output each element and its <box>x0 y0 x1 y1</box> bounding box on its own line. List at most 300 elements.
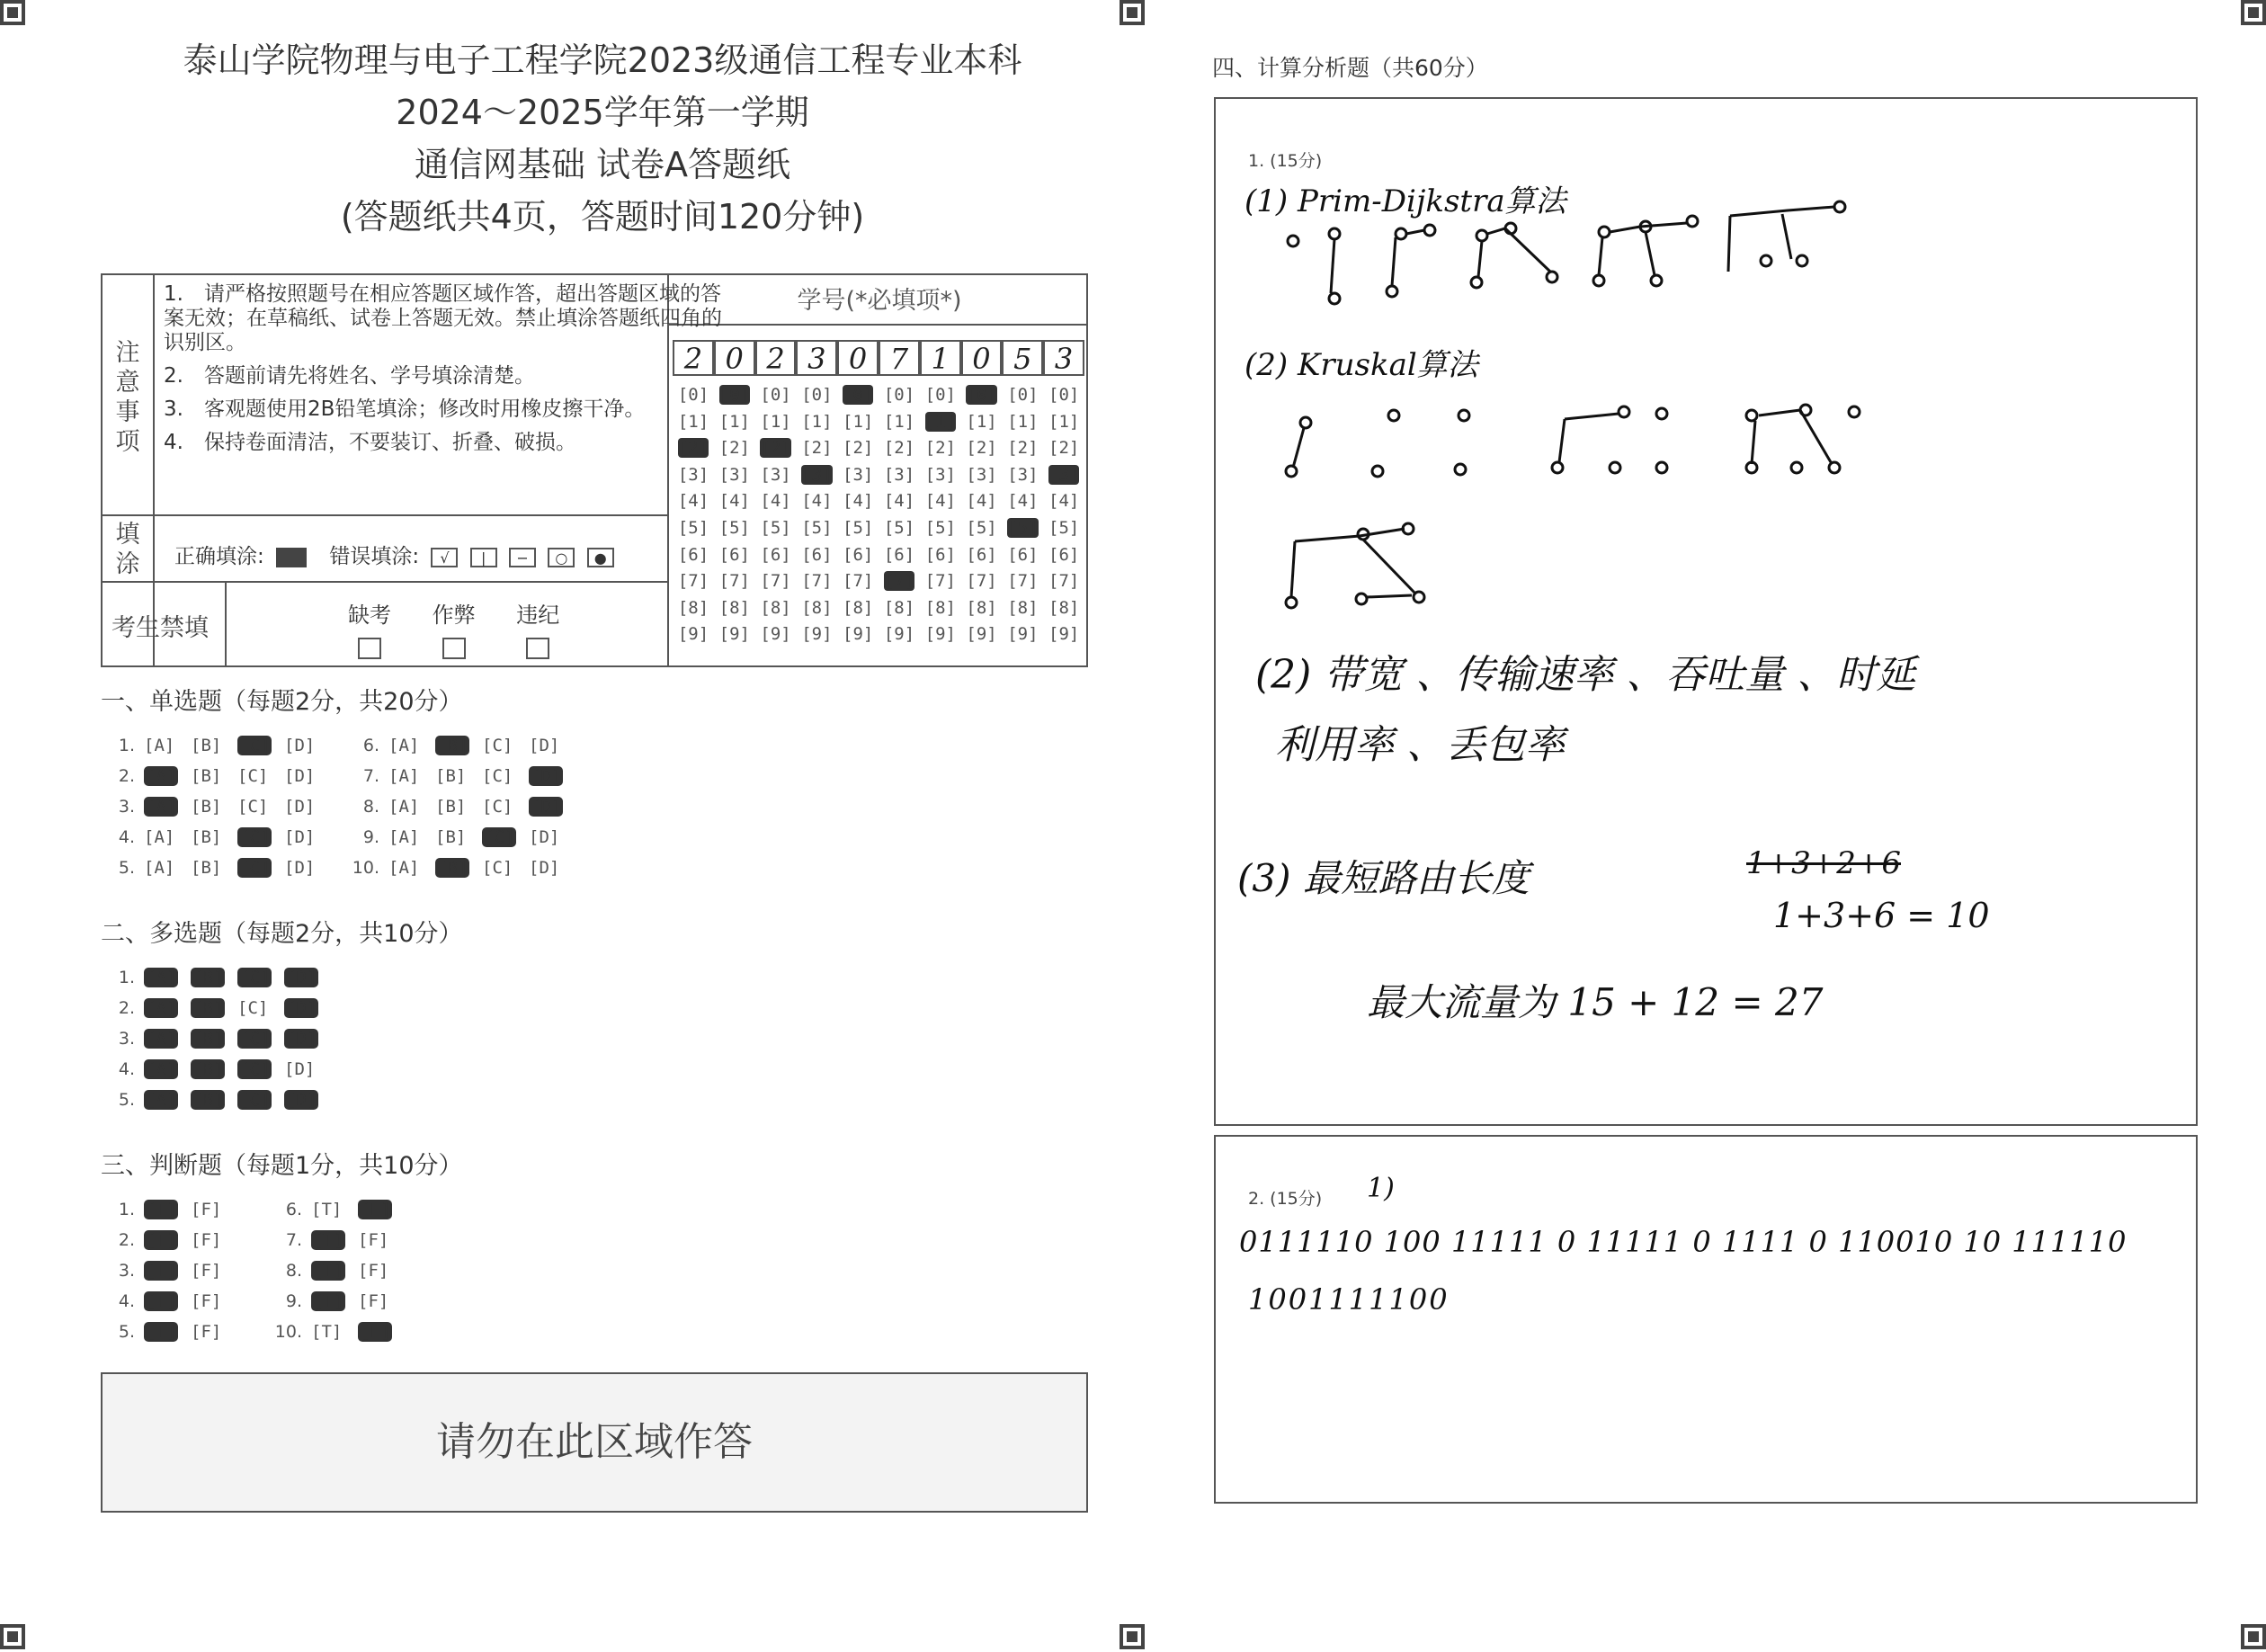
student-id-bubble[interactable] <box>796 571 837 598</box>
student-id-bubble[interactable] <box>920 412 961 439</box>
question-row <box>101 797 331 817</box>
student-id-bubble[interactable] <box>1043 385 1084 412</box>
student-id-bubble[interactable] <box>1043 438 1084 465</box>
student-id-bubble-label: [4] <box>718 491 750 512</box>
student-id-bubble[interactable] <box>837 412 879 439</box>
question-row <box>101 1029 331 1049</box>
question-row <box>345 736 575 755</box>
student-id-bubble[interactable] <box>961 412 1003 439</box>
multi-choice-title: 二、多选题（每题2分，共10分） <box>101 920 463 948</box>
answer-option-label: [C] <box>237 766 269 786</box>
student-id-bubble[interactable] <box>755 571 797 598</box>
question-number: 5. <box>118 858 135 878</box>
cheating-checkbox[interactable] <box>442 638 466 659</box>
student-id-bubble[interactable] <box>879 624 920 651</box>
question-number: 4. <box>118 827 135 847</box>
student-id-bubble[interactable] <box>920 438 961 465</box>
answer-option-bubble[interactable] <box>237 736 284 755</box>
student-id-bubble[interactable] <box>920 624 961 651</box>
student-id-bubble[interactable] <box>755 385 797 412</box>
answer-option-label: [T] <box>146 1200 177 1219</box>
answer-option-bubble[interactable] <box>191 1090 237 1110</box>
student-id-bubble[interactable] <box>961 624 1003 651</box>
student-id-bubble[interactable] <box>961 491 1003 518</box>
answer-option-label: [A] <box>388 827 420 847</box>
answer-option-bubble[interactable] <box>191 1200 237 1219</box>
student-id-bubble[interactable] <box>879 571 920 598</box>
answer-option-label: [T] <box>313 1291 344 1311</box>
answer-option-label: [C] <box>237 998 269 1018</box>
student-id-bubble-label: [0] <box>1048 385 1080 405</box>
student-id-bubble[interactable] <box>714 545 755 572</box>
student-id-bubble-label: [1] <box>1007 411 1039 432</box>
answer-option-label: [F] <box>358 1291 389 1311</box>
answer-option-bubble[interactable] <box>191 1291 237 1311</box>
student-id-bubble[interactable] <box>755 545 797 572</box>
answer-option-bubble[interactable] <box>284 858 331 878</box>
student-id-bubble-label: [6] <box>718 544 750 565</box>
student-id-bubble[interactable] <box>796 598 837 625</box>
answer-option-bubble[interactable] <box>311 1322 358 1342</box>
student-id-bubble[interactable] <box>961 465 1003 492</box>
student-id-bubble[interactable] <box>673 518 714 545</box>
student-id-bubble-column <box>714 385 755 651</box>
student-id-bubble[interactable] <box>920 571 961 598</box>
question-number: 2. <box>118 1230 135 1250</box>
answer-option-bubble[interactable] <box>358 1261 405 1281</box>
answer-option-label: [B] <box>191 858 222 878</box>
student-id-bubble[interactable] <box>673 385 714 412</box>
student-id-bubble[interactable] <box>1043 545 1084 572</box>
answer-option-label: [B] <box>192 1029 224 1049</box>
student-id-bubble[interactable] <box>1002 624 1043 651</box>
header-line-3: 通信网基础 试卷A答题纸 <box>414 145 791 184</box>
student-id-bubble-column <box>961 385 1003 651</box>
student-id-bubble[interactable] <box>1043 518 1084 545</box>
answer-option-bubble[interactable] <box>191 998 237 1018</box>
answer-option-label: [D] <box>531 797 562 817</box>
answer-option-bubble[interactable] <box>311 1230 358 1250</box>
answer-option-bubble[interactable] <box>311 1200 358 1219</box>
student-id-digit[interactable]: 3 <box>1043 340 1084 376</box>
registration-mark-top-right <box>2241 0 2266 25</box>
answer-option-bubble[interactable] <box>144 1261 191 1281</box>
student-id-digit[interactable]: 0 <box>961 340 1003 376</box>
student-id-bubble[interactable] <box>714 385 755 412</box>
answer-option-bubble[interactable] <box>237 1029 284 1049</box>
student-id-bubble-label: [0] <box>883 385 915 405</box>
student-id-bubble[interactable] <box>714 412 755 439</box>
student-id-bubble[interactable] <box>837 518 879 545</box>
answer-option-bubble[interactable] <box>529 797 575 817</box>
student-id-bubble[interactable] <box>1043 598 1084 625</box>
student-id-bubble[interactable] <box>920 518 961 545</box>
question-row <box>101 1322 237 1342</box>
violation-checkbox[interactable] <box>526 638 549 659</box>
answer-option-bubble[interactable] <box>237 1090 284 1110</box>
student-id-bubble[interactable] <box>879 465 920 492</box>
student-id-bubble[interactable] <box>1002 598 1043 625</box>
student-id-bubble[interactable] <box>837 491 879 518</box>
student-id-bubble[interactable] <box>673 438 714 465</box>
student-id-bubble[interactable] <box>920 545 961 572</box>
student-id-bubble-label: [2] <box>883 438 915 459</box>
answer-option-bubble[interactable] <box>191 968 237 987</box>
answer-option-bubble[interactable] <box>284 1090 331 1110</box>
question-number: 7. <box>285 1230 302 1250</box>
student-id-bubble-label: [9] <box>883 624 915 645</box>
student-id-bubble[interactable] <box>1043 465 1084 492</box>
student-id-bubble-label: [3] <box>966 464 997 485</box>
answer-option-bubble[interactable] <box>191 766 237 786</box>
answer-option-bubble[interactable] <box>237 998 284 1018</box>
answer-option-label: [D] <box>286 998 317 1018</box>
answer-option-label: [C] <box>482 858 513 878</box>
answer-option-bubble[interactable] <box>435 827 482 847</box>
answer-option-bubble[interactable] <box>144 1029 191 1049</box>
answer-option-label: [T] <box>146 1261 177 1281</box>
student-id-bubble[interactable] <box>1043 571 1084 598</box>
answer-option-label: [F] <box>191 1291 222 1311</box>
question-row <box>268 1261 405 1281</box>
student-id-bubble[interactable] <box>837 571 879 598</box>
student-id-bubble[interactable] <box>879 518 920 545</box>
student-id-bubble-label: [8] <box>924 597 956 618</box>
student-id-bubble[interactable] <box>714 491 755 518</box>
student-id-bubble[interactable] <box>961 545 1003 572</box>
student-id-bubble-column <box>837 385 879 651</box>
student-id-bubble-label: [2] <box>677 438 709 459</box>
student-id-digits <box>673 340 1084 376</box>
answer-option-label: [T] <box>146 1322 177 1342</box>
answer-option-bubble[interactable] <box>388 766 435 786</box>
student-id-bubble[interactable] <box>837 598 879 625</box>
student-id-bubble[interactable] <box>755 518 797 545</box>
wrong-fill-circle-mark: ○ <box>548 548 575 567</box>
answer-option-bubble[interactable] <box>358 1200 405 1219</box>
student-id-bubble[interactable] <box>755 412 797 439</box>
answer-option-bubble[interactable] <box>284 1029 331 1049</box>
registration-mark-bottom-left <box>0 1624 25 1649</box>
answer-option-label: [D] <box>529 736 560 755</box>
registration-mark-bottom-right <box>2241 1624 2266 1649</box>
answer-option-bubble[interactable] <box>191 1029 237 1049</box>
student-id-bubble[interactable] <box>879 545 920 572</box>
student-id-digit[interactable]: 0 <box>714 340 755 376</box>
answer-option-bubble[interactable] <box>529 736 575 755</box>
exam-status-item <box>331 597 408 659</box>
student-id-bubble[interactable] <box>1002 438 1043 465</box>
answer-option-bubble[interactable] <box>237 858 284 878</box>
student-id-bubble-label: [0] <box>1007 385 1039 405</box>
answer-option-bubble[interactable] <box>358 1291 405 1311</box>
question-row <box>345 827 575 847</box>
student-id-bubble[interactable] <box>796 465 837 492</box>
answer-option-bubble[interactable] <box>435 766 482 786</box>
student-id-bubble[interactable] <box>755 438 797 465</box>
student-id-bubble[interactable] <box>755 465 797 492</box>
student-id-bubble[interactable] <box>796 438 837 465</box>
answer-option-bubble[interactable] <box>482 858 529 878</box>
student-id-bubble[interactable] <box>796 412 837 439</box>
student-id-bubble-label: [3] <box>801 464 833 485</box>
student-id-bubble[interactable] <box>879 438 920 465</box>
answer-option-bubble[interactable] <box>284 998 331 1018</box>
answer-option-bubble[interactable] <box>144 736 191 755</box>
student-id-bubble-label: [5] <box>883 517 915 538</box>
student-id-bubble-column <box>673 385 714 651</box>
student-id-bubble[interactable] <box>961 518 1003 545</box>
student-id-bubble-label: [6] <box>1007 544 1039 565</box>
student-id-bubble-label: [7] <box>760 571 791 592</box>
answer-option-label: [C] <box>482 797 513 817</box>
student-id-bubble-label: [4] <box>883 491 915 512</box>
answer-option-label: [A] <box>144 858 175 878</box>
student-id-bubble[interactable] <box>879 412 920 439</box>
answer-option-bubble[interactable] <box>311 1261 358 1281</box>
student-id-bubble[interactable] <box>714 624 755 651</box>
student-id-bubble[interactable] <box>837 385 879 412</box>
answer-option-bubble[interactable] <box>237 1059 284 1079</box>
answer-option-bubble[interactable] <box>191 736 237 755</box>
student-id-bubble-label: [2] <box>718 438 750 459</box>
student-id-bubble-label: [5] <box>718 517 750 538</box>
student-id-bubble[interactable] <box>961 598 1003 625</box>
student-id-bubble-label: [8] <box>1048 597 1080 618</box>
answer-option-bubble[interactable] <box>311 1291 358 1311</box>
question-row <box>101 968 331 987</box>
answer-option-bubble[interactable] <box>388 827 435 847</box>
student-id-bubble-label: [8] <box>883 597 915 618</box>
answer-option-bubble[interactable] <box>435 858 482 878</box>
student-id-bubble-label: [1] <box>924 411 956 432</box>
student-id-bubble[interactable] <box>714 465 755 492</box>
student-id-bubble-label: [4] <box>1007 491 1039 512</box>
answer-option-label: [D] <box>284 1059 316 1079</box>
student-id-bubble-label: [4] <box>966 491 997 512</box>
student-id-bubble[interactable] <box>961 571 1003 598</box>
student-id-bubble[interactable] <box>837 545 879 572</box>
question-number: 2. <box>118 766 135 786</box>
answer-option-bubble[interactable] <box>435 797 482 817</box>
answer-option-bubble[interactable] <box>191 797 237 817</box>
answer-option-bubble[interactable] <box>144 858 191 878</box>
student-id-bubble[interactable] <box>920 465 961 492</box>
question-row <box>345 766 575 786</box>
student-id-bubble-label: [5] <box>801 517 833 538</box>
wrong-fill-dot-mark: ● <box>587 548 614 567</box>
student-id-bubble[interactable] <box>673 545 714 572</box>
student-id-bubble[interactable] <box>673 571 714 598</box>
student-id-bubble-label: [9] <box>1048 624 1080 645</box>
student-id-bubble-label: [0] <box>843 385 874 405</box>
student-id-bubble-column <box>879 385 920 651</box>
answer-option-bubble[interactable] <box>237 797 284 817</box>
header-line-4: (答题纸共4页，答题时间120分钟) <box>340 197 865 237</box>
question-number: 10. <box>352 858 379 878</box>
answer-option-bubble[interactable] <box>144 766 191 786</box>
student-id-bubble[interactable] <box>1002 465 1043 492</box>
answer-option-bubble[interactable] <box>388 797 435 817</box>
answer-option-bubble[interactable] <box>144 998 191 1018</box>
student-id-bubble-label: [1] <box>718 411 750 432</box>
answer-option-bubble[interactable] <box>284 1059 331 1079</box>
student-id-bubble[interactable] <box>1002 518 1043 545</box>
student-id-bubble[interactable] <box>673 624 714 651</box>
notice-item: 4. 保持卷面清洁，不要装订、折叠、破损。 <box>164 431 576 454</box>
answer-option-bubble[interactable] <box>358 1230 405 1250</box>
answer-option-bubble[interactable] <box>388 736 435 755</box>
answer-option-bubble[interactable] <box>482 736 529 755</box>
answer-option-bubble[interactable] <box>191 1059 237 1079</box>
student-id-bubble[interactable] <box>837 438 879 465</box>
answer-option-label: [T] <box>313 1230 344 1250</box>
student-id-bubble[interactable] <box>714 438 755 465</box>
answer-option-bubble[interactable] <box>284 797 331 817</box>
answer-option-bubble[interactable] <box>144 827 191 847</box>
student-id-digit[interactable]: 3 <box>796 340 837 376</box>
answer-option-bubble[interactable] <box>191 1322 237 1342</box>
answer-option-bubble[interactable] <box>237 766 284 786</box>
answer-option-label: [C] <box>239 1029 271 1049</box>
student-id-bubble[interactable] <box>920 598 961 625</box>
answer-option-bubble[interactable] <box>529 858 575 878</box>
student-id-bubble[interactable] <box>714 598 755 625</box>
student-id-bubble[interactable] <box>796 545 837 572</box>
answer-option-bubble[interactable] <box>144 1090 191 1110</box>
student-id-bubble[interactable] <box>796 491 837 518</box>
answer-option-bubble[interactable] <box>191 1230 237 1250</box>
answer-option-bubble[interactable] <box>191 858 237 878</box>
answer-option-bubble[interactable] <box>144 968 191 987</box>
question-number: 2. <box>118 998 135 1018</box>
answer-option-bubble[interactable] <box>191 827 237 847</box>
student-id-bubble[interactable] <box>755 491 797 518</box>
q2-answer-box[interactable] <box>1214 1135 2198 1504</box>
student-id-bubble[interactable] <box>1043 491 1084 518</box>
student-id-digit[interactable]: 1 <box>920 340 961 376</box>
answer-option-bubble[interactable] <box>144 1291 191 1311</box>
question-number: 1. <box>118 1200 135 1219</box>
answer-option-label: [C] <box>239 736 271 755</box>
student-id-bubble[interactable] <box>879 491 920 518</box>
answer-option-bubble[interactable] <box>388 858 435 878</box>
answer-option-bubble[interactable] <box>529 827 575 847</box>
student-id-bubble[interactable] <box>837 624 879 651</box>
student-id-bubble[interactable] <box>1043 412 1084 439</box>
student-id-bubble-label: [4] <box>924 491 956 512</box>
student-id-digit[interactable]: 0 <box>837 340 879 376</box>
absent-checkbox[interactable] <box>358 638 381 659</box>
answer-option-bubble[interactable] <box>237 968 284 987</box>
student-id-bubble[interactable] <box>1002 491 1043 518</box>
answer-option-label: [A] <box>146 1090 177 1110</box>
student-id-digit[interactable]: 2 <box>673 340 714 376</box>
student-id-bubble[interactable] <box>673 465 714 492</box>
student-id-bubble[interactable] <box>755 598 797 625</box>
answer-option-bubble[interactable] <box>144 1200 191 1219</box>
answer-option-bubble[interactable] <box>284 766 331 786</box>
answer-option-bubble[interactable] <box>284 736 331 755</box>
student-id-bubble[interactable] <box>796 385 837 412</box>
student-id-bubble-column <box>796 385 837 651</box>
question-number: 10. <box>274 1322 302 1342</box>
student-id-bubble-label: [7] <box>843 571 874 592</box>
answer-option-label: [B] <box>192 1090 224 1110</box>
student-id-bubble-column <box>755 385 797 651</box>
answer-option-bubble[interactable] <box>144 1059 191 1079</box>
answer-option-label: [C] <box>239 1059 271 1079</box>
student-id-bubble-column <box>1002 385 1043 651</box>
student-id-bubble-label: [6] <box>843 544 874 565</box>
student-id-bubble-label: [8] <box>843 597 874 618</box>
answer-option-bubble[interactable] <box>529 766 575 786</box>
student-id-bubble[interactable] <box>879 598 920 625</box>
answer-option-bubble[interactable] <box>482 827 529 847</box>
answer-option-label: [T] <box>146 1230 177 1250</box>
answer-option-label: [F] <box>358 1261 389 1281</box>
answer-option-bubble[interactable] <box>144 1230 191 1250</box>
student-id-bubble[interactable] <box>673 412 714 439</box>
student-id-bubble[interactable] <box>673 491 714 518</box>
answer-option-bubble[interactable] <box>144 1322 191 1342</box>
wrong-fill-bar-mark: | <box>470 548 497 567</box>
question-number: 6. <box>362 736 379 755</box>
answer-option-bubble[interactable] <box>284 968 331 987</box>
student-id-bubble-column <box>920 385 961 651</box>
answer-option-bubble[interactable] <box>191 1261 237 1281</box>
answer-option-bubble[interactable] <box>284 827 331 847</box>
student-id-bubble[interactable] <box>673 598 714 625</box>
student-id-bubble[interactable] <box>961 438 1003 465</box>
student-id-bubble[interactable] <box>1002 385 1043 412</box>
student-id-bubble[interactable] <box>920 491 961 518</box>
exam-status-item-label: 违纪 <box>516 603 560 628</box>
student-id-bubble[interactable] <box>755 624 797 651</box>
student-id-bubble[interactable] <box>714 571 755 598</box>
student-id-bubble[interactable] <box>1002 571 1043 598</box>
answer-option-bubble[interactable] <box>435 736 482 755</box>
student-id-bubble[interactable] <box>796 624 837 651</box>
student-id-digit[interactable]: 5 <box>1002 340 1043 376</box>
answer-option-bubble[interactable] <box>482 797 529 817</box>
answer-option-bubble[interactable] <box>358 1322 405 1342</box>
question-row <box>101 827 331 847</box>
student-id-digit[interactable]: 7 <box>879 340 920 376</box>
student-id-digit[interactable]: 2 <box>755 340 797 376</box>
q2-mark: 1) <box>1367 1173 1395 1204</box>
answer-option-bubble[interactable] <box>482 766 529 786</box>
answer-option-bubble[interactable] <box>144 797 191 817</box>
student-id-bubble-label: [5] <box>677 517 709 538</box>
student-id-bubble[interactable] <box>1043 624 1084 651</box>
student-id-bubble[interactable] <box>796 518 837 545</box>
student-id-bubble[interactable] <box>1002 545 1043 572</box>
student-id-bubble[interactable] <box>714 518 755 545</box>
student-id-bubble[interactable] <box>961 385 1003 412</box>
answer-option-bubble[interactable] <box>237 827 284 847</box>
student-id-bubble[interactable] <box>920 385 961 412</box>
student-id-bubble-label: [6] <box>1048 544 1080 565</box>
registration-mark-top-left <box>0 0 25 25</box>
notice-list <box>164 282 727 464</box>
student-id-bubble[interactable] <box>879 385 920 412</box>
student-id-bubble-label: [5] <box>966 517 997 538</box>
question-number: 7. <box>362 766 379 786</box>
student-id-bubble[interactable] <box>837 465 879 492</box>
student-id-bubble[interactable] <box>1002 412 1043 439</box>
answer-option-label: [A] <box>146 1029 177 1049</box>
